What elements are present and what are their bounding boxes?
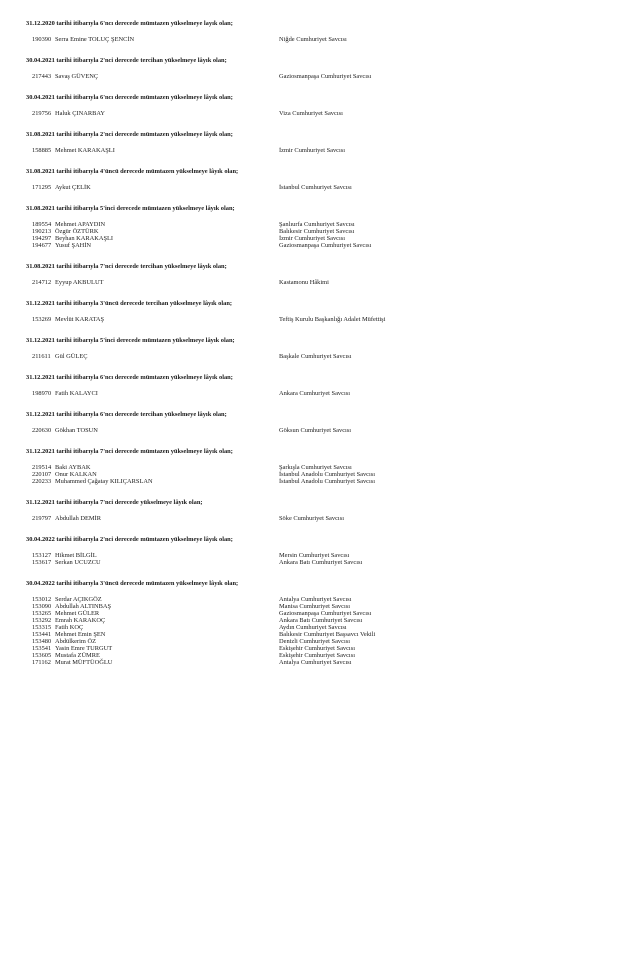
office-title: İzmir Cumhuriyet Savcısı (279, 147, 346, 154)
office-title: Göksun Cumhuriyet Savcısı (279, 427, 352, 434)
list-item (26, 147, 610, 154)
person-name: Serkan UCUZCU (55, 559, 101, 566)
registry-number: 171162 (32, 659, 51, 666)
registry-number: 189554 (32, 221, 52, 228)
office-title: Gaziosmanpaşa Cumhuriyet Savcısı (279, 73, 372, 80)
person-name: Abdullah DEMİR (55, 515, 101, 522)
registry-number: 153292 (32, 617, 52, 624)
list-item (26, 184, 610, 191)
person-name: Gökhan TOSUN (55, 427, 98, 434)
section-heading: 31.12.2021 tarihi itibarıyla 7'nci derecede mümtazen yükselmeye lâyık olan; (26, 448, 233, 455)
office-title: İstanbul Anadolu Cumhuriyet Savcısı (279, 471, 376, 478)
list-item (26, 242, 610, 249)
person-name: Onur KALKAN (55, 471, 97, 478)
promotion-section (26, 205, 610, 249)
person-name: Özgür ÖZTÜRK (55, 228, 99, 235)
registry-number: 219514 (32, 464, 52, 471)
section-heading: 31.08.2021 tarihi itibarıyla 4'üncü derecede mümtazen yükselmeye lâyık olan; (26, 168, 239, 175)
promotion-section (26, 168, 610, 191)
list-item (26, 603, 610, 610)
registry-number: 153090 (32, 603, 52, 610)
office-title: Şarkışla Cumhuriyet Savcısı (279, 464, 352, 471)
office-title: Teftiş Kurulu Başkanlığı Adalet Müfettişi (279, 316, 386, 323)
office-title: Manisa Cumhuriyet Savcısı (279, 603, 350, 610)
person-name: Mehmet KARAKAŞLI (55, 147, 115, 154)
registry-number: 158885 (32, 147, 52, 154)
section-heading: 30.04.2021 tarihi itibarıyla 6'ncı derecede mümtazen yükselmeye lâyık olan; (26, 94, 233, 101)
registry-number: 171295 (32, 184, 52, 191)
person-name: Aykut ÇELİK (55, 184, 91, 191)
registry-number: 219797 (32, 515, 52, 522)
section-heading: 31.12.2020 tarihi itibarıyla 6'ncı derecede mümtazen yükselmeye layık olan; (26, 20, 233, 27)
section-heading: 31.08.2021 tarihi itibarıyla 5'inci derecede mümtazen yükselmeye lâyık olan; (26, 205, 235, 212)
office-title: Gaziosmanpaşa Cumhuriyet Savcısı (279, 242, 372, 249)
list-item (26, 478, 610, 485)
section-heading: 31.12.2021 tarihi itibarıyla 5'inci derecede mümtazen yükselmeye lâyık olan; (26, 337, 235, 344)
registry-number: 153441 (32, 631, 52, 638)
promotion-section (26, 536, 610, 566)
office-title: Aydın Cumhuriyet Savcısı (279, 624, 347, 631)
office-title: Gaziosmanpaşa Cumhuriyet Savcısı (279, 610, 372, 617)
person-name: Fatih KOÇ (55, 624, 84, 631)
list-item (26, 235, 610, 242)
list-item (26, 427, 610, 434)
person-name: Mehmet GÜLER (55, 610, 100, 617)
promotion-section (26, 20, 610, 43)
person-name: Haluk ÇINARBAY (55, 110, 106, 117)
office-title: Denizli Cumhuriyet Savcısı (279, 638, 350, 645)
section-heading: 31.12.2021 tarihi itibarıyla 6'ncı derecede mümtazen yükselmeye lâyık olan; (26, 374, 233, 381)
promotion-section (26, 337, 610, 360)
list-item (26, 36, 610, 43)
registry-number: 190213 (32, 228, 52, 235)
registry-number: 217443 (32, 73, 52, 80)
registry-number: 153012 (32, 596, 52, 603)
list-item (26, 390, 610, 397)
section-heading: 31.08.2021 tarihi itibarıyla 2'nci derecede mümtazen yükselmeye lâyık olan; (26, 131, 233, 138)
list-item (26, 110, 610, 117)
list-item (26, 617, 610, 624)
office-title: Eskişehir Cumhuriyet Savcısı (279, 652, 355, 659)
promotion-section (26, 263, 610, 286)
promotion-section (26, 57, 610, 80)
registry-number: 190390 (32, 36, 52, 43)
office-title: Ankara Batı Cumhuriyet Savcısı (279, 617, 363, 624)
person-name: Mevlüt KARATAŞ (55, 316, 105, 323)
list-item (26, 316, 610, 323)
registry-number: 153269 (32, 316, 52, 323)
person-name: Eyyup AKBULUT (55, 279, 104, 286)
office-title: Niğde Cumhuriyet Savcısı (279, 36, 347, 43)
person-name: Muhammed Çağatay KILIÇARSLAN (55, 478, 153, 485)
person-name: Mustafa ZÜMRE (55, 652, 100, 659)
registry-number: 153480 (32, 638, 52, 645)
person-name: Yusuf ŞAHİN (55, 242, 92, 249)
list-item (26, 559, 610, 566)
person-name: Emrah KARAKOÇ (55, 617, 106, 624)
list-item (26, 645, 610, 652)
section-heading: 31.12.2021 tarihi itibarıyla 6'ncı derecede tercihan yükselmeye lâyık olan; (26, 411, 227, 418)
office-title: Antalya Cumhuriyet Savcısı (279, 659, 352, 666)
section-heading: 30.04.2021 tarihi itibarıyla 2'nci derecede tercihan yükselmeye lâyık olan; (26, 57, 227, 64)
registry-number: 198970 (32, 390, 52, 397)
office-title: Eskişehir Cumhuriyet Savcısı (279, 645, 355, 652)
registry-number: 194297 (32, 235, 52, 242)
registry-number: 153127 (32, 552, 52, 559)
person-name: Baki AYBAK (55, 464, 91, 471)
registry-number: 153265 (32, 610, 52, 617)
section-heading: 31.12.2021 tarihi itibarıyla 7'nci derecede yükselmeye lâyık olan; (26, 499, 203, 506)
promotion-section (26, 94, 610, 117)
list-item (26, 631, 610, 638)
registry-number: 220107 (32, 471, 52, 478)
list-item (26, 353, 610, 360)
registry-number: 153617 (32, 559, 52, 566)
person-name: Hikmet BİLGİL (55, 552, 97, 559)
list-item (26, 279, 610, 286)
registry-number: 211611 (32, 353, 51, 360)
promotion-section (26, 580, 610, 666)
office-title: Balıkesir Cumhuriyet Başsavcı Vekili (279, 631, 376, 638)
registry-number: 220233 (32, 478, 52, 485)
office-title: Viza Cumhuriyet Savcısı (279, 110, 343, 117)
registry-number: 153315 (32, 624, 52, 631)
list-item (26, 515, 610, 522)
person-name: Abdullah ALTINBAŞ (55, 603, 112, 610)
list-item (26, 228, 610, 235)
promotion-section (26, 448, 610, 485)
office-title: Şanlıurfa Cumhuriyet Savcısı (279, 221, 355, 228)
promotion-section (26, 131, 610, 154)
office-title: İzmir Cumhuriyet Savcısı (279, 235, 346, 242)
person-name: Yasin Emre TURGUT (55, 645, 113, 652)
section-heading: 30.04.2022 tarihi itibarıyla 2'nci derecede mümtazen yükselmeye lâyık olan; (26, 536, 233, 543)
person-name: Mehmet APAYDIN (55, 221, 106, 228)
promotion-section (26, 499, 610, 522)
office-title: Söke Cumhuriyet Savcısı (279, 515, 344, 522)
person-name: Mehmet Emin ŞEN (55, 631, 106, 638)
person-name: Serra Emine TOLUÇ ŞENCİN (55, 36, 135, 43)
person-name: Beyhan KARAKAŞLI (55, 235, 114, 242)
office-title: Ankara Batı Cumhuriyet Savcısı (279, 559, 363, 566)
list-item (26, 471, 610, 478)
registry-number: 220630 (32, 427, 52, 434)
office-title: Ankara Cumhuriyet Savcısı (279, 390, 350, 397)
person-name: Murat MÜFTÜOĞLU (55, 659, 113, 666)
promotion-section (26, 300, 610, 323)
office-title: Başkale Cumhuriyet Savcısı (279, 353, 352, 360)
office-title: İstanbul Anadolu Cumhuriyet Savcısı (279, 478, 376, 485)
section-heading: 31.08.2021 tarihi itibarıyla 7'nci derecede tercihan yükselmeye lâyık olan; (26, 263, 227, 270)
person-name: Serdar AÇIKGÖZ (55, 596, 102, 603)
registry-number: 153541 (32, 645, 52, 652)
list-item (26, 652, 610, 659)
registry-number: 214712 (32, 279, 52, 286)
registry-number: 219756 (32, 110, 52, 117)
list-item (26, 221, 610, 228)
office-title: İstanbul Cumhuriyet Savcısı (279, 184, 352, 191)
person-name: Fatih KALAYCI (55, 390, 98, 397)
section-heading: 30.04.2022 tarihi itibarıyla 3'üncü derecede mümtazen yükselmeye lâyık olan; (26, 580, 239, 587)
list-item (26, 464, 610, 471)
registry-number: 153605 (32, 652, 52, 659)
registry-number: 194677 (32, 242, 52, 249)
list-item (26, 659, 610, 666)
office-title: Mersin Cumhuriyet Savcısı (279, 552, 350, 559)
section-heading: 31.12.2021 tarihi itibarıyla 3'üncü derecede tercihan yükselmeye lâyık olan; (26, 300, 233, 307)
office-title: Kastamonu Hâkimi (279, 279, 329, 286)
list-item (26, 638, 610, 645)
list-item (26, 596, 610, 603)
promotion-section (26, 411, 610, 434)
list-item (26, 610, 610, 617)
office-title: Balıkesir Cumhuriyet Savcısı (279, 228, 355, 235)
promotion-section (26, 374, 610, 397)
list-item (26, 624, 610, 631)
person-name: Savaş GÜVENÇ (55, 73, 99, 80)
person-name: Gül GÜLEÇ (55, 353, 88, 360)
list-item (26, 73, 610, 80)
person-name: Abdülkerim ÖZ (55, 638, 96, 645)
office-title: Antalya Cumhuriyet Savcısı (279, 596, 352, 603)
list-item (26, 552, 610, 559)
